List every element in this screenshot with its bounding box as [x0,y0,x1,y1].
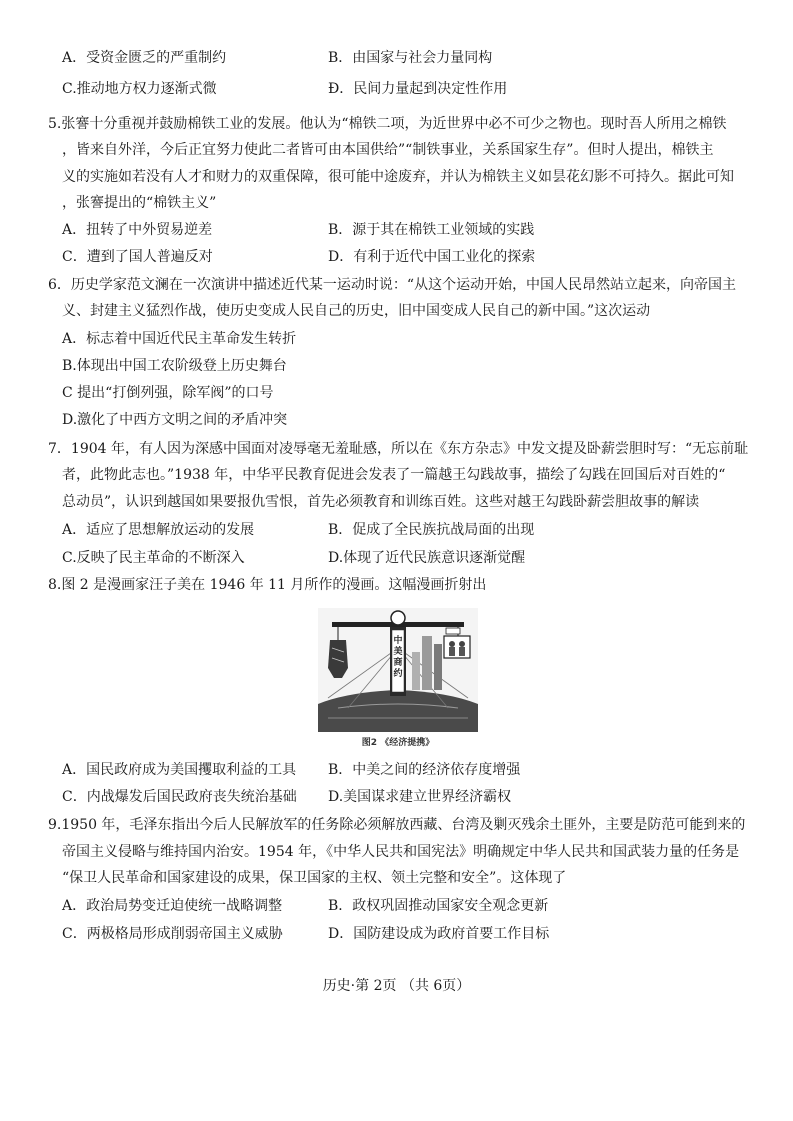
q6-option-c: C 提出“打倒列强，除军阀”的口号 [62,385,274,401]
q4-option-d: Ð．民间力量起到决定性作用 [328,81,508,97]
q7-stem-line-3: 总动员”，认识到越国如果要报仇雪恨，首先必须教育和训练百姓。这些对越王勾践卧薪尝胆故事的解读 [62,494,700,510]
figure-caption: 图2 《经济提携》 [361,738,435,748]
q9-stem-line-1: 9.1950 年，毛泽东指出今后人民解放军的任务除必须解放西藏、台湾及剿灭残余土匪外，主要是防范可能到来的 [48,817,746,833]
q7-stem-line-2: 者，此物此志也。”1938 年，中华平民教育促进会发表了一篇越王勾践故事，描绘了勾践在回国后对百姓的“ [62,467,726,483]
q9-option-c: C．两极格局形成削弱帝国主义威胁 [62,926,283,942]
q7-option-c: C.反映了民主革命的不断深入 [62,550,245,566]
q6-stem-line-2: 义、封建主义猛烈作战，使历史变成人民自己的历史，旧中国变成人民自己的新中国。”这次运动 [62,303,651,319]
q9-stem-line-2: 帝国主义侵略与维持国内治安。1954 年，《中华人民共和国宪法》明确规定中华人民共和国武装力量的任务是 [62,844,740,860]
page-footer: 历史·第 2页 （共 6页） [322,978,471,994]
q8-option-c: C．内战爆发后国民政府丧失统治基础 [62,789,297,805]
cartoon-sign: 中美商约 [393,636,403,679]
q8-option-d: D.美国谋求建立世界经济霸权 [328,789,512,805]
q7-stem-line-1: 7．1904 年，有人因为深感中国面对凌辱毫无羞耻感，所以在《东方杂志》中发文提及卧薪尝胆时写：“无忘前耻 [48,441,749,457]
cartoon-figure [318,608,478,732]
q9-option-d: D．国防建设成为政府首要工作目标 [328,926,550,942]
q7-option-a: A．适应了思想解放运动的发展 [62,522,255,538]
q5-option-c: C．遭到了国人普遍反对 [62,249,213,265]
q4-option-b: B．由国家与社会力量同构 [328,50,493,66]
q7-option-d: D.体现了近代民族意识逐渐觉醒 [328,550,526,566]
q4-option-c: C.推动地方权力逐渐式微 [62,81,217,97]
q9-option-b: B．政权巩固推动国家安全观念更新 [328,898,549,914]
q5-option-b: B．源于其在棉铁工业领域的实践 [328,222,535,238]
q5-option-d: D．有利于近代中国工业化的探索 [328,249,536,265]
q5-stem-line-2: ，皆来自外洋，今后正宜努力使此二者皆可由本国供给”“制铁事业，关系国家生存”。但时人提出，棉铁主 [62,142,714,158]
q6-stem-line-1: 6．历史学家范文澜在一次演讲中描述近代某一运动时说：“从这个运动开始，中国人民昂然站立起来，向帝国主 [48,277,737,293]
q8-stem: 8.图 2 是漫画家汪子美在 1946 年 11 月所作的漫画。这幅漫画折射出 [48,577,487,593]
q5-stem-line-4: ，张謇提出的“棉铁主义” [62,195,217,211]
q7-option-b: B．促成了全民族抗战局面的出现 [328,522,535,538]
q5-stem-line-3: 义的实施如若没有人才和财力的双重保障，很可能中途废弃，并认为棉铁主义如昙花幻影不可持久。据此可知 [62,169,734,185]
q6-option-d: D.激化了中西方文明之间的矛盾冲突 [62,412,288,428]
q6-option-b: B.体现出中国工农阶级登上历史舞台 [62,358,287,374]
q8-option-a: A．国民政府成为美国攫取利益的工具 [62,762,297,778]
q8-option-b: B．中美之间的经济依存度增强 [328,762,521,778]
q5-option-a: A．扭转了中外贸易逆差 [62,222,213,238]
q4-option-a: A．受资金匮乏的严重制约 [62,50,227,66]
q6-option-a: A．标志着中国近代民主革命发生转折 [62,331,297,347]
q9-stem-line-3: “保卫人民革命和国家建设的成果，保卫国家的主权、领土完整和安全”。这体现了 [62,870,567,886]
q5-stem-line-1: 5.张謇十分重视并鼓励棉铁工业的发展。他认为“棉铁二项，为近世界中必不可少之物也。现时吾人所用之棉铁 [48,116,727,132]
q9-option-a: A．政治局势变迁迫使统一战略调整 [62,898,283,914]
